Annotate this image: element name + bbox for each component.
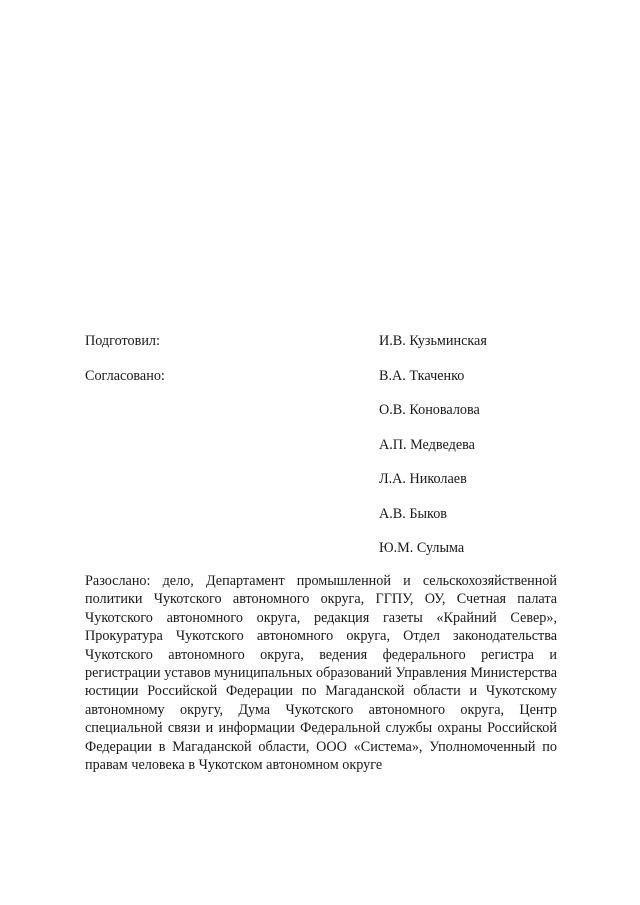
- agreed-by-name-1: В.А. Ткаченко: [379, 368, 465, 384]
- prepared-row: [85, 331, 555, 351]
- agreed-row: [85, 400, 555, 420]
- agreed-by-name-5: А.В. Быков: [379, 506, 447, 522]
- agreed-row: [85, 469, 555, 489]
- agreed-by-name-6: Ю.М. Сулыма: [379, 540, 465, 556]
- prepared-label: Подготовил:: [85, 333, 160, 349]
- prepared-by-name: И.В. Кузьминская: [379, 333, 487, 349]
- agreed-by-name-4: Л.А. Николаев: [379, 471, 467, 487]
- agreed-by-name-3: А.П. Медведева: [379, 437, 475, 453]
- agreed-by-name-2: О.В. Коновалова: [379, 402, 480, 418]
- agreed-row: [85, 538, 555, 558]
- distribution-list: Разослано: дело, Департамент промышленной и сельскохозяйственной политики Чукотского автономного округа, ГГПУ, ОУ, Счетная палата Чукотского автономного округа, редакция газеты «Крайний Север», Прокуратура Чукотского автономного округа, Отдел законодательства Чукотского автономного округа, ведения федерального регистра и регистрации уставов муниципальных образований Управления Министерства юстиции Российской Федерации по Магаданской области и Чукотскому автономному округу, Дума Чукотского автономного округа, Центр специальной связи и информации Федеральной службы охраны Российской Федерации в Магаданской области, ООО «Система», Уполномоченный по правам человека в Чукотском автономном округе: [85, 573, 557, 774]
- agreed-row: [85, 366, 555, 386]
- agreed-row: [85, 435, 555, 455]
- agreed-label: Согласовано:: [85, 368, 165, 384]
- agreed-row: [85, 504, 555, 524]
